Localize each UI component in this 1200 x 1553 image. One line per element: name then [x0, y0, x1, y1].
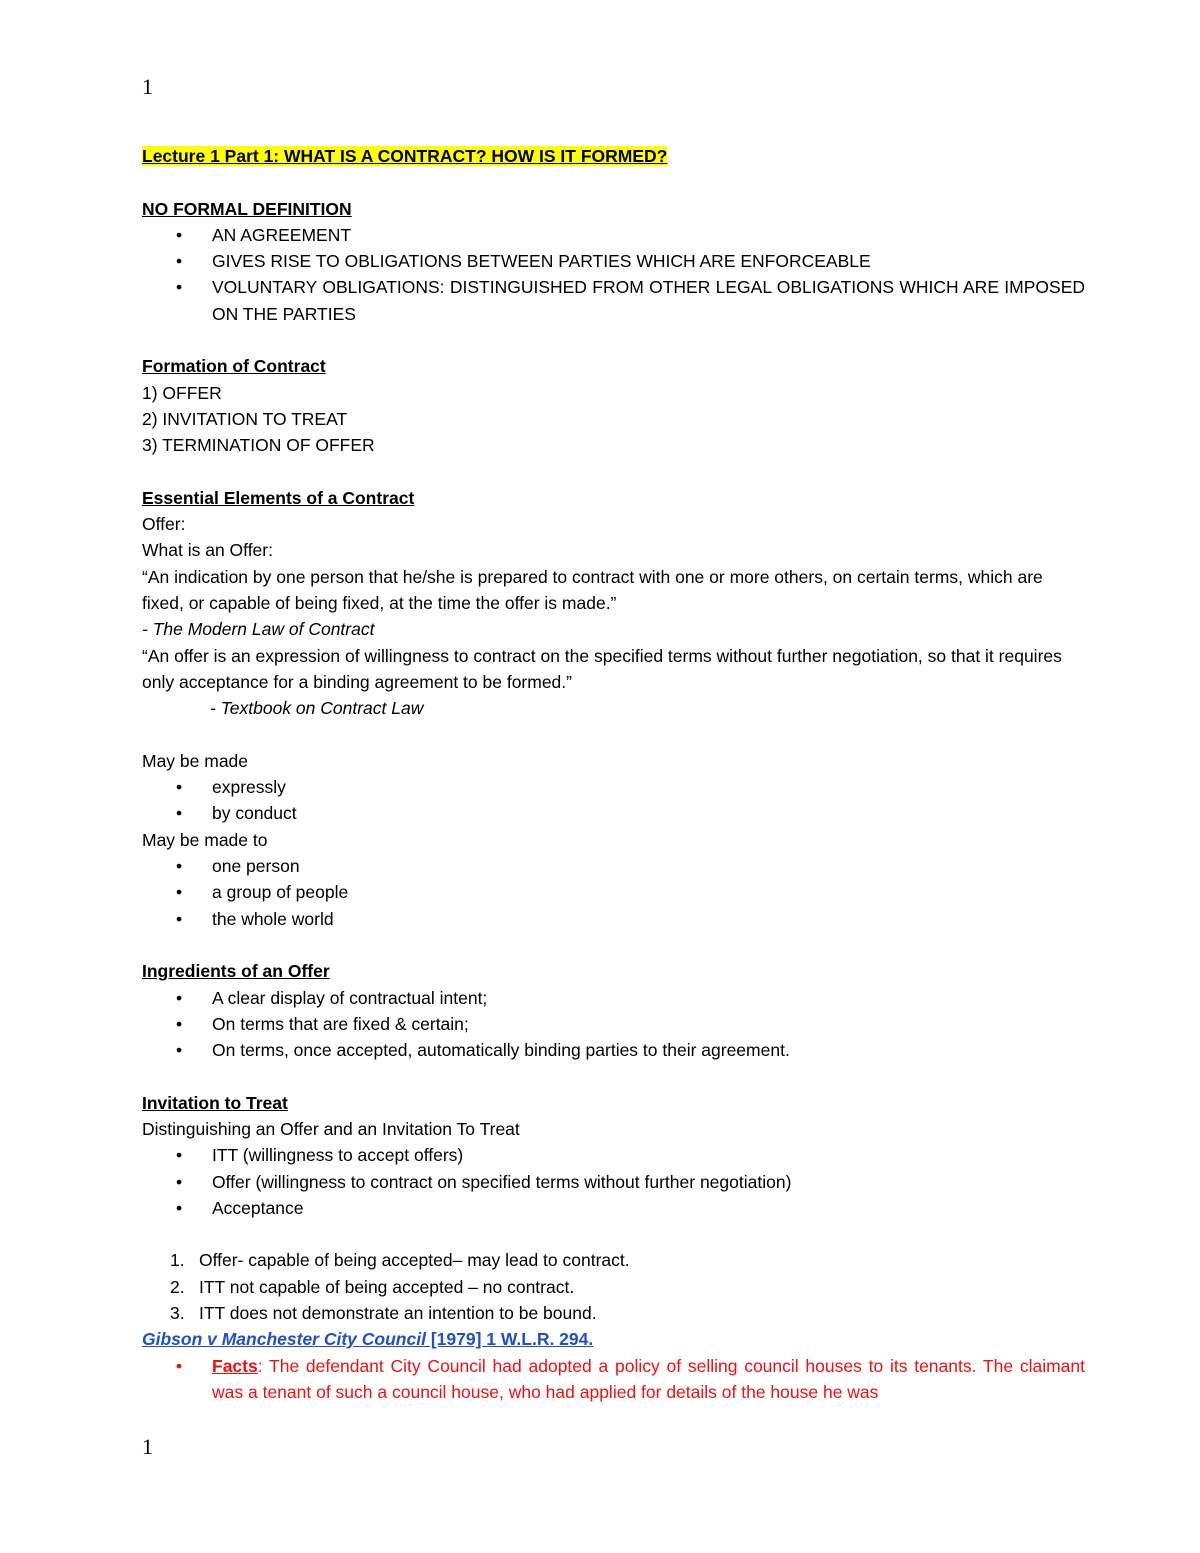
itt-numbered-list	[142, 1247, 1085, 1326]
list-item: 3. ITT does not demonstrate an intention to be bound.	[170, 1303, 597, 1324]
list-item: • by conduct	[142, 800, 1085, 826]
made-list	[142, 774, 1085, 827]
essential-heading: Essential Elements of a Contract	[142, 487, 415, 508]
case-reference[interactable]	[142, 1326, 1085, 1352]
list-item: • a group of people	[142, 879, 1085, 905]
list-item: • AN AGREEMENT	[142, 222, 1085, 248]
formation-item: 3) TERMINATION OF OFFER	[142, 435, 375, 456]
case-name-link[interactable]: Gibson v Manchester City Council	[142, 1329, 426, 1350]
itt-subheading: Distinguishing an Offer and an Invitation To Treat	[142, 1118, 520, 1139]
itt-list	[142, 1142, 1085, 1221]
definition-heading: NO FORMAL DEFINITION	[142, 198, 352, 219]
document-body	[142, 143, 1085, 1405]
list-item: • expressly	[142, 774, 1085, 800]
list-item: • A clear display of contractual intent;	[142, 985, 1085, 1011]
facts-text: : The defendant City Council had adopted a policy of selling council houses to its tenants. The claimant was a tenant of such a council house, who had applied for details of the house he was	[212, 1355, 1085, 1402]
made-to-list	[142, 853, 1085, 932]
what-is-offer: What is an Offer:	[142, 540, 273, 561]
list-item: • ITT (willingness to accept offers)	[142, 1142, 1085, 1168]
may-be-made-label: May be made	[142, 750, 249, 771]
quote-1-source: - The Modern Law of Contract	[142, 619, 375, 640]
list-item: • VOLUNTARY OBLIGATIONS: DISTINGUISHED FROM OTHER LEGAL OBLIGATIONS WHICH ARE IMPOSED ON THE PARTIES	[142, 274, 1085, 327]
list-item: 2. ITT not capable of being accepted – no contract.	[170, 1276, 575, 1297]
formation-heading: Formation of Contract	[142, 356, 326, 377]
quote-1: “An indication by one person that he/she is prepared to contract with one or more others, on certain terms, which are fixed, or capable of being fixed, at the time the offer is made.”	[142, 566, 1043, 614]
page-number-top: 1	[142, 74, 153, 99]
case-citation[interactable]: [1979] 1 W.L.R. 294.	[425, 1329, 594, 1350]
page-number-bottom: 1	[142, 1434, 153, 1459]
list-item: 1. Offer- capable of being accepted– may lead to contract.	[170, 1250, 630, 1271]
list-item: • the whole world	[142, 906, 1085, 932]
list-item: • On terms, once accepted, automatically binding parties to their agreement.	[142, 1037, 1085, 1063]
list-item: • Acceptance	[142, 1195, 1085, 1221]
formation-item: 2) INVITATION TO TREAT	[142, 408, 348, 429]
quote-2-source: - Textbook on Contract Law	[210, 698, 424, 719]
case-list	[142, 1353, 1085, 1406]
page-title: Lecture 1 Part 1: WHAT IS A CONTRACT? HOW IS IT FORMED?	[142, 146, 668, 166]
case-facts	[142, 1353, 1085, 1406]
ingredients-list	[142, 985, 1085, 1064]
definition-list	[142, 222, 1085, 327]
list-item: • one person	[142, 853, 1085, 879]
quote-2: “An offer is an expression of willingness to contract on the specified terms without further negotiation, so that it requires only acceptance for a binding agreement to be formed.”	[142, 645, 1062, 692]
list-item: • GIVES RISE TO OBLIGATIONS BETWEEN PARTIES WHICH ARE ENFORCEABLE	[142, 248, 1085, 274]
ingredients-heading: Ingredients of an Offer	[142, 961, 330, 982]
itt-heading: Invitation to Treat	[142, 1092, 288, 1113]
offer-label: Offer:	[142, 514, 186, 535]
list-item: • On terms that are fixed & certain;	[142, 1011, 1085, 1037]
may-be-made-to-label: May be made to	[142, 829, 268, 850]
facts-label: Facts	[212, 1355, 258, 1376]
list-item: • Offer (willingness to contract on specified terms without further negotiation)	[142, 1169, 1085, 1195]
formation-item: 1) OFFER	[142, 382, 222, 403]
